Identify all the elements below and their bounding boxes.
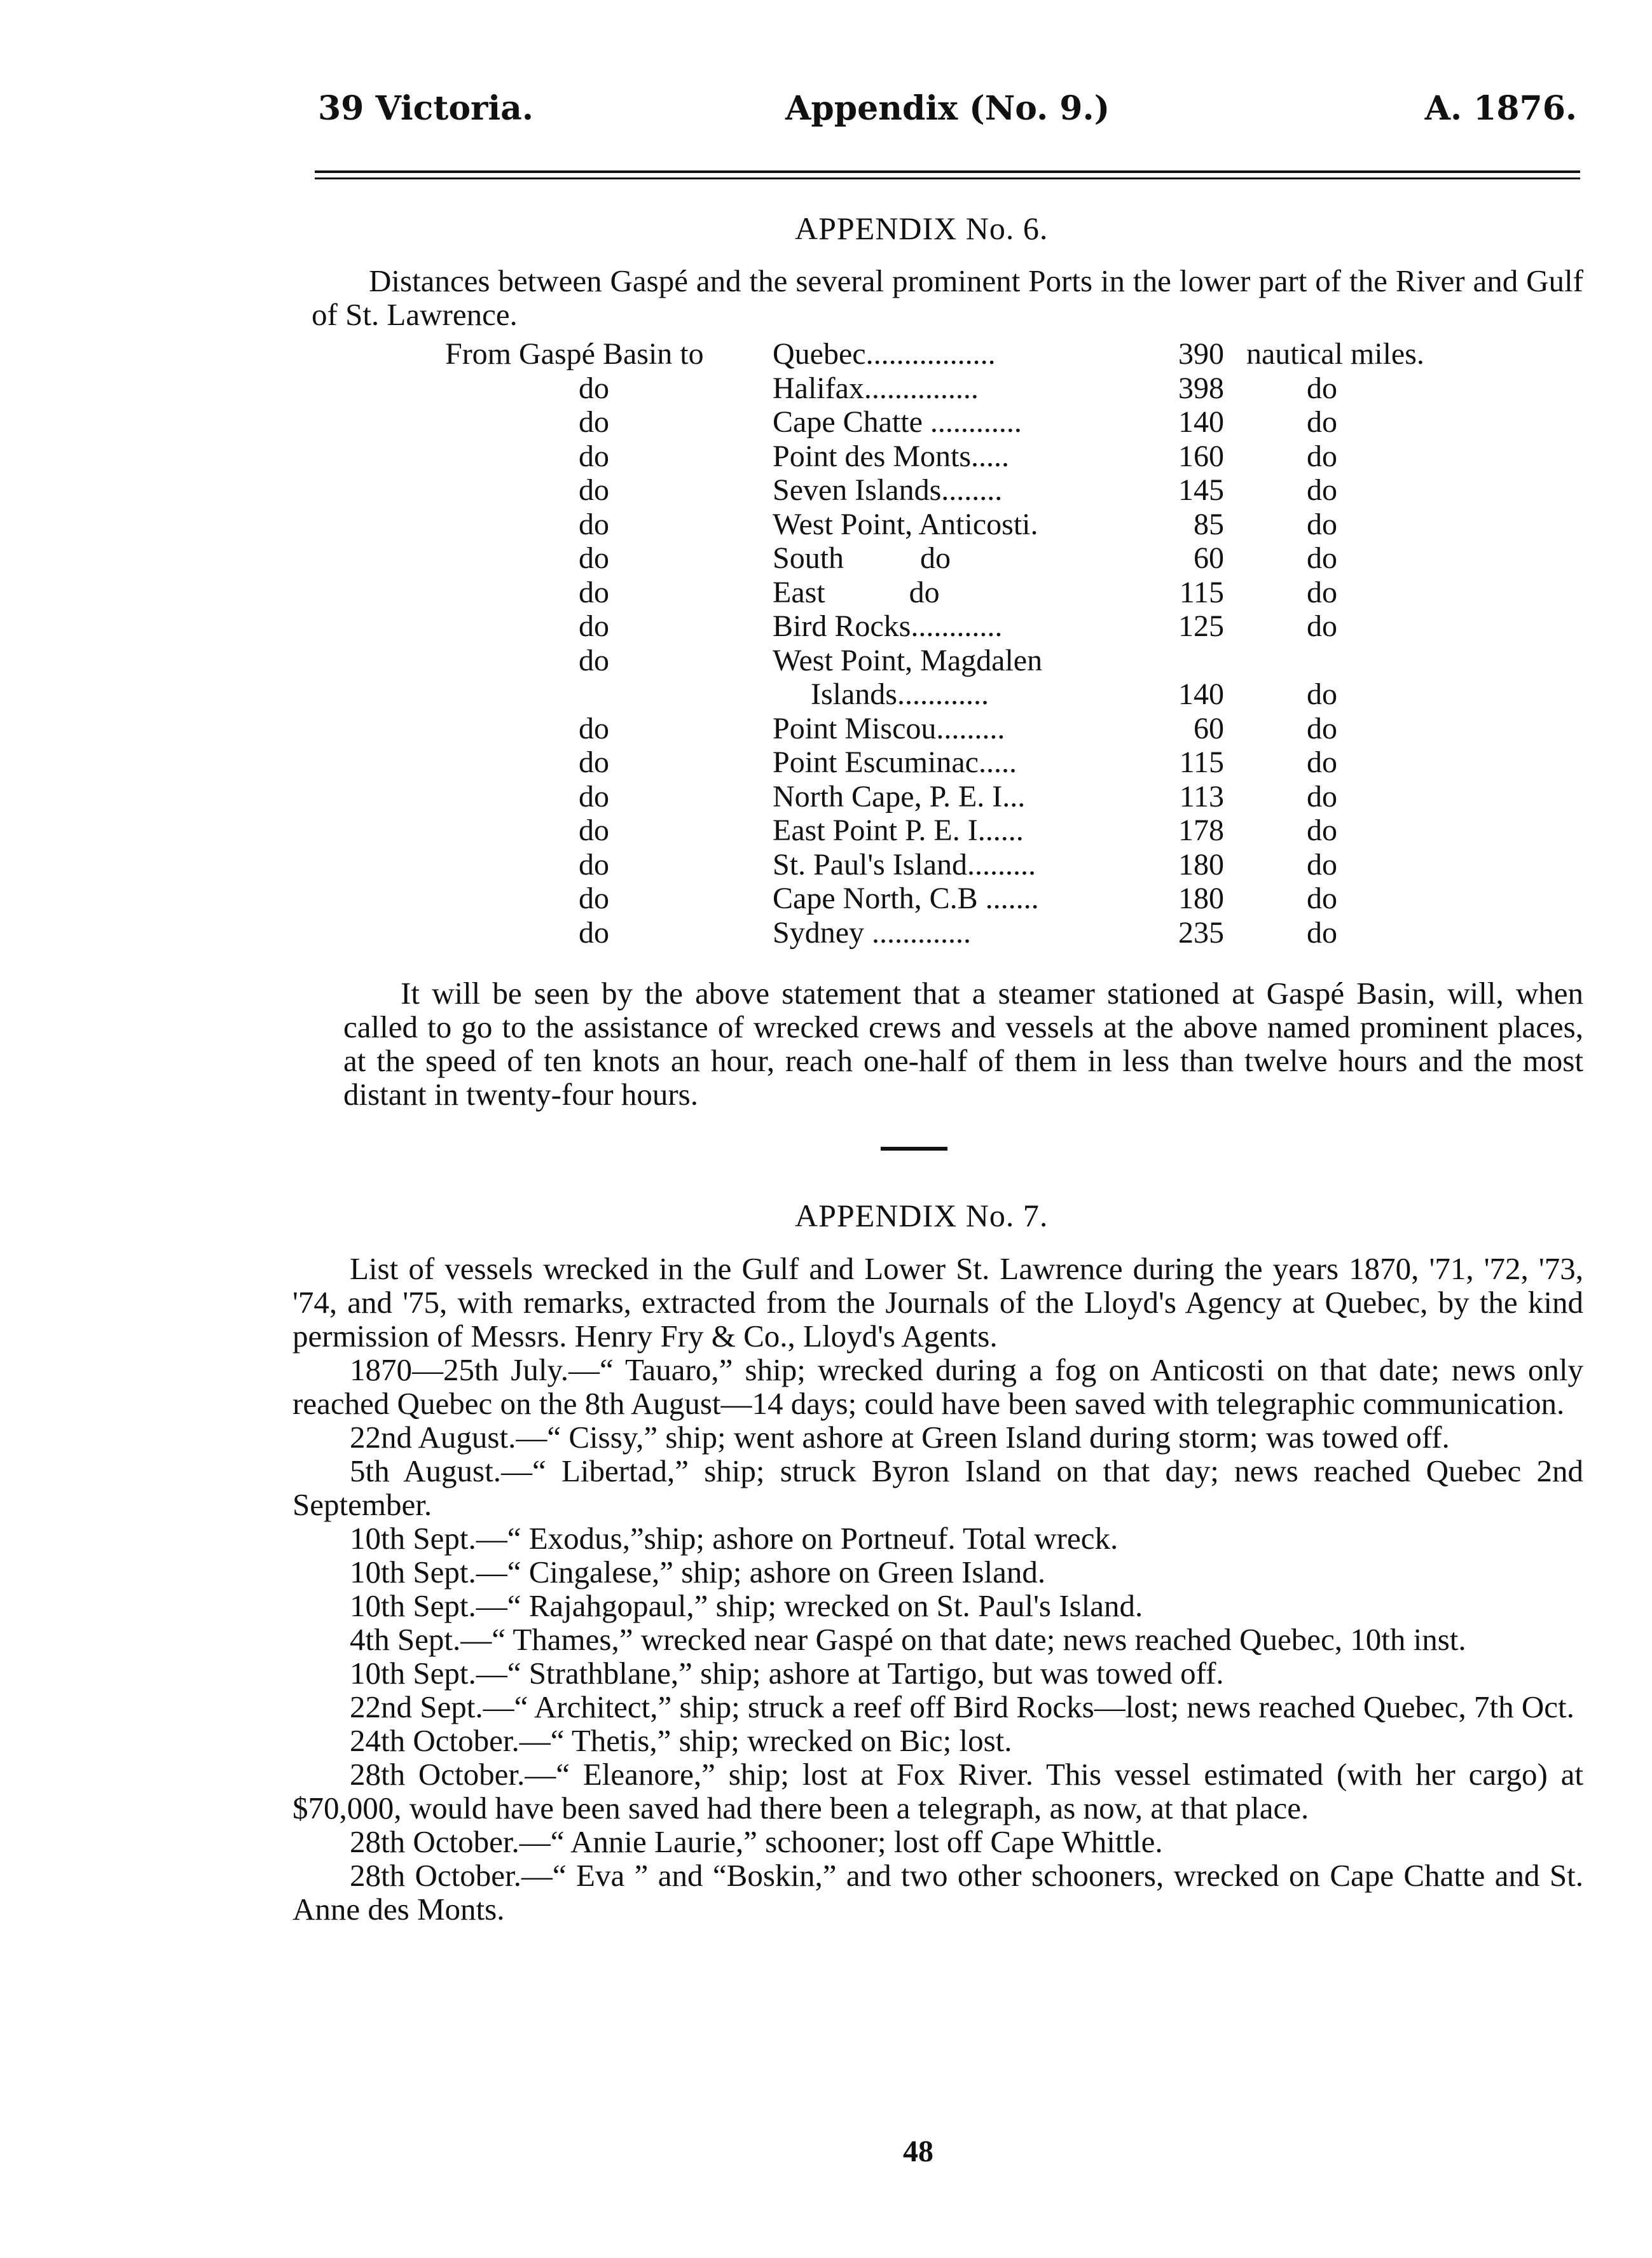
header-left: 39 Victoria. <box>318 89 533 128</box>
running-header <box>318 89 1577 140</box>
row-distance: 180 <box>1178 882 1224 915</box>
table-row <box>445 508 1494 542</box>
row-place: Seven Islands........ <box>773 473 1003 507</box>
row-unit: do <box>1307 507 1337 541</box>
appendix-7-body <box>293 1252 1583 1926</box>
wreck-entry: 10th Sept.—“ Strathblane,” ship; ashore at Tartigo, but was towed off. <box>350 1656 1224 1691</box>
appendix-6-title: APPENDIX No. 6. <box>795 211 1049 246</box>
row-distance: 85 <box>1194 507 1224 541</box>
row-unit: do <box>1307 847 1337 882</box>
wreck-entry: 24th October.—“ Thetis,” ship; wrecked on Bic; lost. <box>350 1723 1012 1758</box>
table-row <box>445 609 1494 644</box>
row-unit: do <box>1307 439 1337 473</box>
appendix-6-intro <box>312 264 1583 331</box>
wreck-entry: 22nd Sept.—“ Architect,” ship; struck a reef off Bird Rocks—lost; news reached Quebec, 7th Oct. <box>350 1689 1574 1724</box>
appendix-7-intro: List of vessels wrecked in the Gulf and Lower St. Lawrence during the years 1870, '71, '72, '73, '74, and '75, with remarks, extracted from the Journals of the Lloyd's Agency at Quebec, by the kind permission of Messrs. Henry Fry & Co., Lloyd's Agents. <box>293 1251 1583 1354</box>
row-unit: do <box>1307 575 1337 609</box>
row-distance: 145 <box>1178 473 1224 507</box>
row-place: Bird Rocks............ <box>773 609 1003 643</box>
wreck-entry: 28th October.—“ Eva ” and “Boskin,” and two other schooners, wrecked on Cape Chatte and St. Anne des Monts. <box>293 1858 1583 1927</box>
row-distance: 60 <box>1194 541 1224 575</box>
wreck-entry: 5th August.—“ Libertad,” ship; struck Byron Island on that day; news reached Quebec 2nd September. <box>293 1453 1583 1522</box>
wreck-entry: 1870—25th July.—“ Tauaro,” ship; wrecked during a fog on Anticosti on that date; news only reached Quebec on the 8th August—14 days; could have been saved with telegraphic communication. <box>293 1352 1583 1421</box>
table-row <box>445 541 1494 576</box>
row-place: Sydney ............. <box>773 915 971 950</box>
row-place: West Point, Magdalen <box>773 643 1043 677</box>
row-distance: 115 <box>1179 575 1224 609</box>
row-from: do <box>579 711 609 745</box>
row-from: do <box>579 575 609 609</box>
row-distance: 390 <box>1178 337 1224 371</box>
wreck-entry: 28th October.—“ Annie Laurie,” schooner; lost off Cape Whittle. <box>350 1824 1163 1859</box>
header-double-rule <box>315 170 1580 179</box>
row-from: do <box>579 609 609 643</box>
header-center: Appendix (No. 9.) <box>785 89 1110 128</box>
row-place: North Cape, P. E. I... <box>773 779 1026 814</box>
wreck-entry: 28th October.—“ Eleanore,” ship; lost at Fox River. This vessel estimated (with her cargo) at $70,000, would have been saved had there been a telegraph, as now, at that place. <box>293 1757 1583 1825</box>
row-place: West Point, Anticosti. <box>773 507 1038 541</box>
row-distance: 60 <box>1194 711 1224 745</box>
row-place: Islands............ <box>811 677 989 711</box>
row-distance: 140 <box>1178 677 1224 711</box>
table-row <box>445 677 1494 712</box>
row-from: do <box>579 915 609 950</box>
row-place: St. Paul's Island......... <box>773 847 1036 882</box>
row-distance: 115 <box>1179 745 1224 779</box>
row-unit: nautical miles. <box>1246 337 1424 371</box>
row-distance: 113 <box>1179 779 1224 814</box>
row-distance: 160 <box>1178 439 1224 473</box>
table-row <box>445 882 1494 916</box>
row-from: do <box>579 882 609 915</box>
row-unit: do <box>1307 473 1337 507</box>
row-unit: do <box>1307 882 1337 915</box>
row-unit: do <box>1307 711 1337 745</box>
page-number: 48 <box>903 2135 933 2168</box>
table-row <box>445 473 1494 508</box>
appendix-7-title: APPENDIX No. 7. <box>795 1198 1049 1233</box>
table-row <box>445 780 1494 814</box>
row-unit: do <box>1307 915 1337 950</box>
row-distance: 235 <box>1178 915 1224 950</box>
appendix-6-conclusion <box>343 976 1583 1111</box>
wreck-entry: 4th Sept.—“ Thames,” wrecked near Gaspé on that date; news reached Quebec, 10th inst. <box>350 1622 1466 1657</box>
row-from: do <box>579 439 609 473</box>
table-row <box>445 745 1494 780</box>
table-row <box>445 337 1494 371</box>
row-from: do <box>579 473 609 507</box>
table-row <box>445 848 1494 882</box>
row-place: Point Miscou......... <box>773 711 1005 745</box>
row-from: do <box>579 779 609 814</box>
row-from: do <box>579 371 609 405</box>
table-row <box>445 576 1494 610</box>
row-place: Point Escuminac..... <box>773 745 1017 779</box>
row-unit: do <box>1307 541 1337 575</box>
row-place: Point des Monts..... <box>773 439 1010 473</box>
row-from: do <box>579 507 609 541</box>
row-distance: 180 <box>1178 847 1224 882</box>
row-from: do <box>579 405 609 439</box>
appendix-6-conclusion-text: It will be seen by the above statement that a steamer stationed at Gaspé Basin, will, when called to go to the assistance of wrecked crews and vessels at the above named prominent places, at the speed of ten knots an hour, reach one-half of them in less than twelve hours and the most distant in twenty-four hours. <box>343 976 1583 1112</box>
appendix-6-intro-text: Distances between Gaspé and the several prominent Ports in the lower part of the River and Gulf of St. Lawrence. <box>312 263 1583 332</box>
wreck-entry: 22nd August.—“ Cissy,” ship; went ashore at Green Island during storm; was towed off. <box>350 1420 1450 1455</box>
row-unit: do <box>1307 677 1337 711</box>
row-from: From Gaspé Basin to <box>445 337 704 371</box>
row-place: South do <box>773 541 951 575</box>
row-distance: 178 <box>1178 814 1224 847</box>
row-place: Cape North, C.B ....... <box>773 882 1039 915</box>
row-distance: 398 <box>1178 371 1224 405</box>
row-from: do <box>579 814 609 847</box>
wreck-entry: 10th Sept.—“ Cingalese,” ship; ashore on Green Island. <box>350 1555 1046 1590</box>
row-place: Quebec................. <box>773 337 996 371</box>
row-unit: do <box>1307 779 1337 814</box>
table-row <box>445 405 1494 440</box>
row-distance: 125 <box>1178 609 1224 643</box>
row-from: do <box>579 745 609 779</box>
row-place: East do <box>773 575 940 609</box>
row-distance: 140 <box>1178 405 1224 439</box>
wreck-entry: 10th Sept.—“ Rajahgopaul,” ship; wrecked on St. Paul's Island. <box>350 1588 1143 1623</box>
row-from: do <box>579 643 609 677</box>
row-from: do <box>579 541 609 575</box>
row-place: Halifax............... <box>773 371 979 405</box>
distance-table <box>445 337 1494 950</box>
table-row <box>445 916 1494 950</box>
row-from: do <box>579 847 609 882</box>
row-unit: do <box>1307 405 1337 439</box>
section-divider <box>881 1147 947 1151</box>
table-row <box>445 814 1494 848</box>
row-place: East Point P. E. I...... <box>773 814 1024 847</box>
row-place: Cape Chatte ............ <box>773 405 1022 439</box>
row-unit: do <box>1307 814 1337 847</box>
row-unit: do <box>1307 609 1337 643</box>
table-row <box>445 440 1494 474</box>
header-right: A. 1876. <box>1424 89 1577 128</box>
wreck-entry: 10th Sept.—“ Exodus,”ship; ashore on Portneuf. Total wreck. <box>350 1521 1119 1556</box>
table-row <box>445 644 1494 678</box>
table-row <box>445 371 1494 406</box>
row-unit: do <box>1307 371 1337 405</box>
row-unit: do <box>1307 745 1337 779</box>
table-row <box>445 712 1494 746</box>
